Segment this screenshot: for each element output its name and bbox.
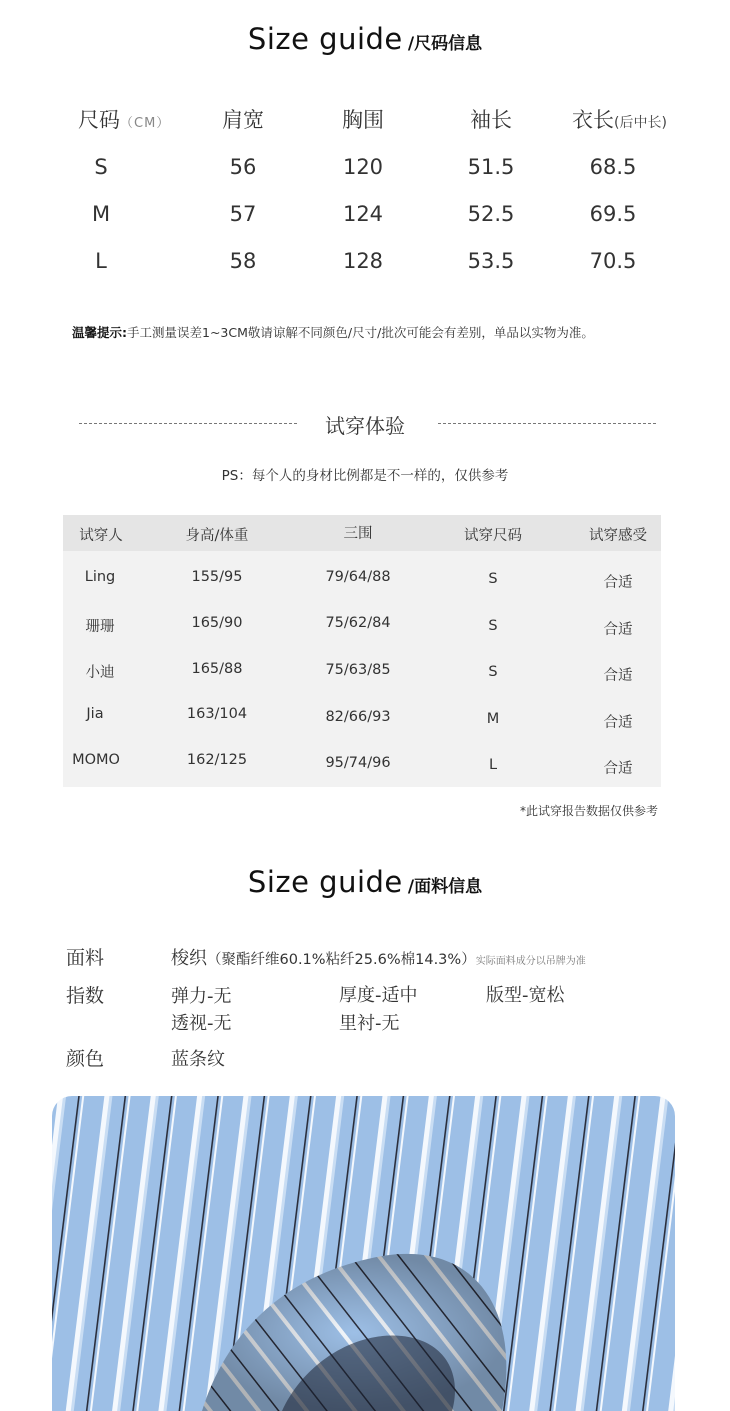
measurements: 95/74/96 bbox=[325, 755, 391, 771]
index-label: 指数 bbox=[66, 985, 105, 1007]
fabric-title: Size guide bbox=[247, 865, 403, 899]
fabric-swatch-image bbox=[52, 1096, 675, 1411]
length-cell: 69.5 bbox=[589, 202, 637, 226]
shoulder-cell: 57 bbox=[229, 202, 257, 226]
try-size: S bbox=[488, 664, 498, 680]
shoulder-cell: 58 bbox=[229, 249, 257, 273]
size-cell: S bbox=[94, 155, 108, 179]
sleeve-cell: 53.5 bbox=[467, 249, 515, 273]
measurements: 82/66/93 bbox=[325, 709, 391, 725]
feeling: 合适 bbox=[603, 715, 633, 731]
tester-name: Ling bbox=[84, 569, 116, 585]
material-value bbox=[171, 944, 586, 970]
chest-cell: 128 bbox=[342, 249, 384, 273]
height-weight: 165/90 bbox=[191, 615, 243, 631]
size-cell: M bbox=[91, 202, 111, 226]
elasticity: 弹力-无 bbox=[171, 986, 232, 1007]
header-try-size: 试穿尺码 bbox=[464, 528, 522, 544]
size-guide-title: Size guide bbox=[247, 22, 403, 56]
color-label: 颜色 bbox=[66, 1048, 105, 1070]
measurements: 75/63/85 bbox=[325, 662, 391, 678]
fabric-swatch-svg bbox=[52, 1096, 675, 1411]
feeling: 合适 bbox=[603, 761, 633, 777]
measurement-tip bbox=[72, 323, 594, 341]
length-cell: 68.5 bbox=[589, 155, 637, 179]
sleeve-cell: 51.5 bbox=[467, 155, 515, 179]
fit: 版型-宽松 bbox=[486, 985, 565, 1006]
divider-right bbox=[438, 423, 656, 424]
length-header bbox=[560, 104, 712, 134]
tester-name: 珊珊 bbox=[85, 619, 115, 635]
try-size: M bbox=[486, 711, 500, 727]
header-height-weight: 身高/体重 bbox=[185, 528, 249, 544]
chest-header: 胸围 bbox=[342, 108, 384, 132]
size-header-label: 尺码 bbox=[78, 108, 120, 132]
height-weight: 162/125 bbox=[186, 752, 248, 768]
material-name: 梭织 bbox=[171, 948, 207, 969]
try-on-note: *此试穿报告数据仅供参考 bbox=[519, 804, 658, 818]
material-note: 实际面料成分以吊牌为准 bbox=[475, 956, 586, 967]
length-header-label: 衣长 bbox=[572, 108, 614, 132]
size-guide-heading bbox=[0, 22, 730, 56]
feeling: 合适 bbox=[603, 622, 633, 638]
try-size: S bbox=[488, 571, 498, 587]
size-guide-subtitle: /尺码信息 bbox=[407, 34, 483, 54]
height-weight: 163/104 bbox=[186, 706, 248, 722]
measurements: 79/64/88 bbox=[325, 569, 391, 585]
header-feeling: 试穿感受 bbox=[589, 528, 647, 544]
feeling: 合适 bbox=[603, 668, 633, 684]
try-on-ps: PS：每个人的身材比例都是不一样的，仅供参考 bbox=[221, 468, 509, 484]
tester-name: Jia bbox=[86, 706, 104, 722]
length-note: (后中长) bbox=[614, 115, 667, 131]
tester-name: MOMO bbox=[72, 752, 120, 768]
header-tester: 试穿人 bbox=[79, 528, 123, 544]
thickness: 厚度-适中 bbox=[339, 985, 418, 1006]
chest-cell: 120 bbox=[342, 155, 384, 179]
length-cell: 70.5 bbox=[589, 249, 637, 273]
sleeve-header: 袖长 bbox=[470, 108, 512, 132]
color-value: 蓝条纹 bbox=[171, 1049, 225, 1070]
try-on-title: 试穿体验 bbox=[325, 414, 405, 438]
tip-text: 手工测量误差1~3CM敬请谅解不同颜色/尺寸/批次可能会有差别，单品以实物为准。 bbox=[127, 325, 594, 340]
fabric-subtitle: /面料信息 bbox=[407, 877, 483, 897]
shoulder-cell: 56 bbox=[229, 155, 257, 179]
header-measurements: 三围 bbox=[343, 526, 373, 542]
fabric-heading bbox=[0, 865, 730, 899]
shoulder-header: 肩宽 bbox=[222, 108, 264, 132]
transparency: 透视-无 bbox=[171, 1013, 232, 1034]
tester-name: 小迪 bbox=[85, 665, 115, 681]
size-cell: L bbox=[95, 249, 107, 273]
feeling: 合适 bbox=[603, 575, 633, 591]
material-composition: （聚酯纤维60.1%粘纤25.6%棉14.3%） bbox=[207, 952, 476, 968]
try-size: L bbox=[488, 757, 498, 773]
material-label: 面料 bbox=[66, 947, 105, 969]
height-weight: 155/95 bbox=[191, 569, 243, 585]
try-on-table bbox=[63, 515, 661, 787]
sleeve-cell: 52.5 bbox=[467, 202, 515, 226]
lining: 里衬-无 bbox=[339, 1013, 400, 1034]
chest-cell: 124 bbox=[342, 202, 384, 226]
height-weight: 165/88 bbox=[191, 661, 243, 677]
try-size: S bbox=[488, 618, 498, 634]
measurements: 75/62/84 bbox=[325, 615, 391, 631]
unit-label: （CM） bbox=[120, 116, 171, 131]
tip-label: 温馨提示: bbox=[72, 325, 127, 340]
